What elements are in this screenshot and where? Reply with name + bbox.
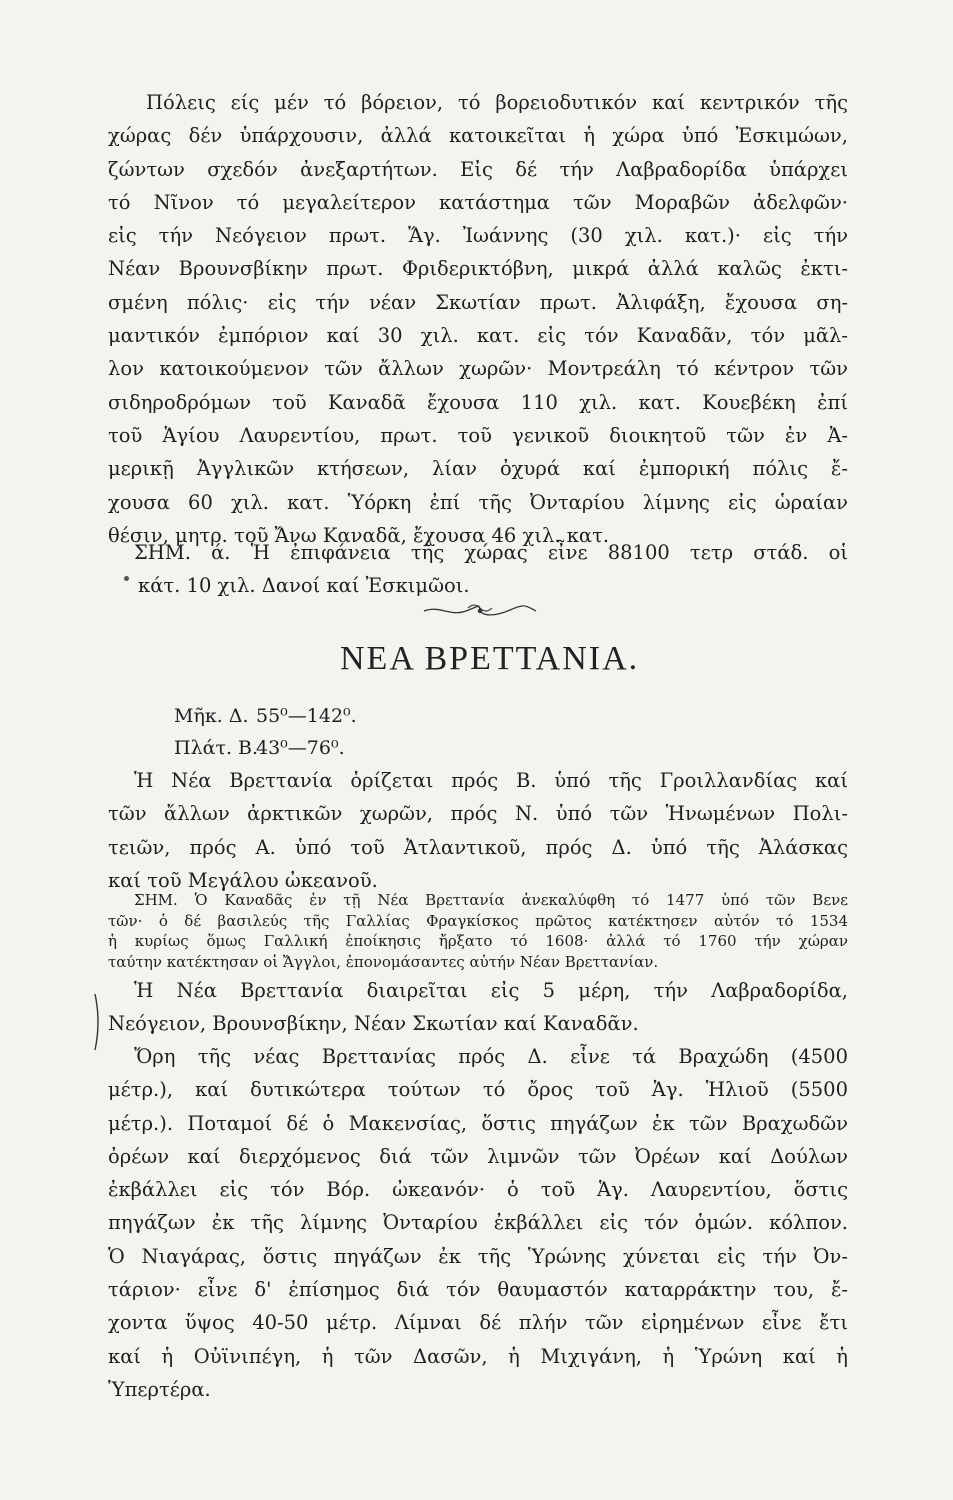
text-line: Ἡ Νέα Βρεττανία ὁρίζεται πρός Β. ὑπό τῆς Γροιλλανδίας καί (134, 769, 848, 792)
text-line: μαντικόν ἐμπόριον καί 30 χιλ. κατ. εἰς τόν Καναδᾶν, τόν μᾶλ- (108, 324, 848, 348)
text-line: Πόλεις είς μέν τό βόρειον, τό βορειοδυτικόν καί κεντρικόν τῆς (146, 91, 848, 114)
text-line: μερικῇ Ἀγγλικῶν κτήσεων, λίαν ὀχυρά καί ἐμπορική πόλις ἔ- (108, 457, 848, 481)
text-line: τῶν ἄλλων ἀρκτικῶν χωρῶν, πρός Ν. ὑπό τῶν Ἡνωμένων Πολι- (108, 802, 848, 826)
ink-speck (124, 576, 129, 581)
latitude-label: Πλάτ. Β. (174, 737, 259, 759)
text-line: κάτ. 10 χιλ. Δανοί καί Ἐσκιμῶοι. (138, 574, 470, 598)
text-line: τάριον· εἶνε δ' ἐπίσημος διά τόν θαυμαστόν καταρράκτην του, ἔ- (108, 1278, 848, 1302)
text-line: Ὄρη τῆς νέας Βρεττανίας πρός Δ. εἶνε τά Βραχώδη (4500 (134, 1045, 848, 1068)
text-line: σιδηροδρόμων τοῦ Καναδᾶ ἔχουσα 110 χιλ. κατ. Κουεβέκη ἐπί (108, 390, 848, 414)
ornament-divider (420, 600, 540, 620)
text-line: Νεόγειον, Βρουνσβίκην, Νέαν Σκωτίαν καί Καναδᾶν. (108, 1012, 639, 1036)
text-line: θέσιν, μητρ. τοῦ Ἄνω Καναδᾶ, ἔχουσα 46 χιλ. κατ. (108, 523, 610, 547)
text-line: Ὁ Νιαγάρας, ὅστις πηγάζων ἐκ τῆς Ὑρώνης χύνεται εἰς τήν Ὀν- (108, 1244, 848, 1268)
text-line: ταύτην κατέκτησαν οἱ Ἄγγλοι, ἐπονομάσαντες αὐτήν Νέαν Βρεττανίαν. (108, 953, 659, 972)
longitude-value: 55⁰—142⁰. (256, 705, 357, 727)
text-line: καί ἡ Οὐϊνιπέγη, ἡ τῶν Δασῶν, ἡ Μιχιγάνη, ἡ Ὑρώνη καί ἡ (108, 1344, 848, 1368)
text-line: τοῦ Ἁγίου Λαυρεντίου, πρωτ. τοῦ γενικοῦ διοικητοῦ τῶν ἐν Ἀ- (108, 423, 848, 447)
text-line: σμένη πόλις· εἰς τήν νέαν Σκωτίαν πρωτ. Ἀλιφάξη, ἔχουσα ση- (108, 290, 848, 314)
text-line: Ὑπερτέρα. (108, 1377, 211, 1401)
text-line: λον κατοικούμενον τῶν ἄλλων χωρῶν· Μοντρεάλη τό κέντρον τῶν (108, 357, 848, 381)
text-line: καί τοῦ Μεγάλου ὠκεανοῦ. (108, 868, 378, 892)
note-area (108, 536, 848, 603)
text-line: τῶν· ὁ δέ βασιλεύς τῆς Γαλλίας Φραγκίσκος πρῶτος κατέκτησεν αὐτόν τό 1534 (108, 911, 848, 930)
text-line: εἰς τήν Νεόγειον πρωτ. Ἅγ. Ἰωάννης (30 χιλ. κατ.)· εἰς τήν (108, 224, 848, 248)
text-line: ἡ κυρίως ὅμως Γαλλική ἐποίκησις ἤρξατο τό 1608· ἀλλά τό 1760 τήν χώραν (108, 932, 848, 951)
text-line: ἐκβάλλει εἰς τόν Βόρ. ὠκεανόν· ὁ τοῦ Ἁγ. Λαυρεντίου, ὅστις (108, 1178, 848, 1202)
margin-bracket (92, 992, 104, 1052)
coordinates (174, 700, 357, 764)
text-line: χουσα 60 χιλ. κατ. Ὑόρκη ἐπί τῆς Ὀνταρίου λίμνης εἰς ὡραίαν (108, 490, 848, 514)
text-line: ζώντων σχεδόν ἀνεξαρτήτων. Εἰς δέ τήν Λαβραδορίδα ὑπάρχει (108, 157, 848, 181)
text-line: μέτρ.). Ποταμοί δέ ὁ Μακενσίας, ὅστις πηγάζων ἐκ τῶν Βραχωδῶν (108, 1111, 848, 1135)
text-line: μέτρ.), καί δυτικώτερα τούτων τό ὄρος τοῦ Ἁγ. Ἡλιοῦ (5500 (108, 1078, 848, 1102)
text-line: πηγάζων ἐκ τῆς λίμνης Ὀνταρίου ἐκβάλλει εἰς τόν ὁμών. κόλπον. (108, 1211, 848, 1235)
footnote (108, 890, 848, 973)
text-line: Ἡ Νέα Βρεττανία διαιρεῖται εἰς 5 μέρη, τήν Λαβραδορίδα, (134, 979, 848, 1002)
text-line: χοντα ὕψος 40-50 μέτρ. Λίμναι δέ πλήν τῶν εἰρημένων εἶνε ἔτι (108, 1311, 848, 1335)
latitude-value: 43⁰—76⁰. (256, 737, 345, 759)
paragraph-divisions (108, 974, 848, 1041)
text-line: ΣΗΜ. Ὁ Καναδᾶς ἐν τῇ Νέα Βρεττανία ἀνεκαλύφθη τό 1477 ὑπό τῶν Βενε (134, 891, 848, 909)
text-line: τό Νῖνον τό μεγαλείτερον κατάστημα τῶν Μοραβῶν ἀδελφῶν· (108, 190, 848, 214)
text-line: ΣΗΜ. ά. Ἡ ἐπιφάνεια τῆς χώρας εἶνε 88100 τετρ στάδ. οἱ (134, 541, 848, 564)
paragraph-borders (108, 764, 848, 897)
section-title: ΝΕΑ ΒΡΕΤΤΑΝΙΑ. (340, 640, 640, 677)
paragraph-mountains-rivers (108, 1040, 848, 1406)
text-line: τειῶν, πρός Α. ὑπό τοῦ Ἀτλαντικοῦ, πρός Δ. ὑπό τῆς Ἀλάσκας (108, 835, 848, 859)
text-line: ὀρέων καί διερχόμενος διά τῶν λιμνῶν τῶν Ὀρέων καί Δούλων (108, 1144, 848, 1168)
text-line: χώρας δέν ὑπάρχουσιν, ἀλλά κατοικεῖται ἡ χώρα ὑπό Ἐσκιμώων, (108, 124, 848, 148)
text-line: Νέαν Βρουνσβίκην πρωτ. Φριδερικτόβνη, μικρά ἀλλά καλῶς ἐκτι- (108, 257, 848, 281)
longitude-label: Μῆκ. Δ. (174, 705, 249, 727)
paragraph-cities (108, 86, 848, 552)
